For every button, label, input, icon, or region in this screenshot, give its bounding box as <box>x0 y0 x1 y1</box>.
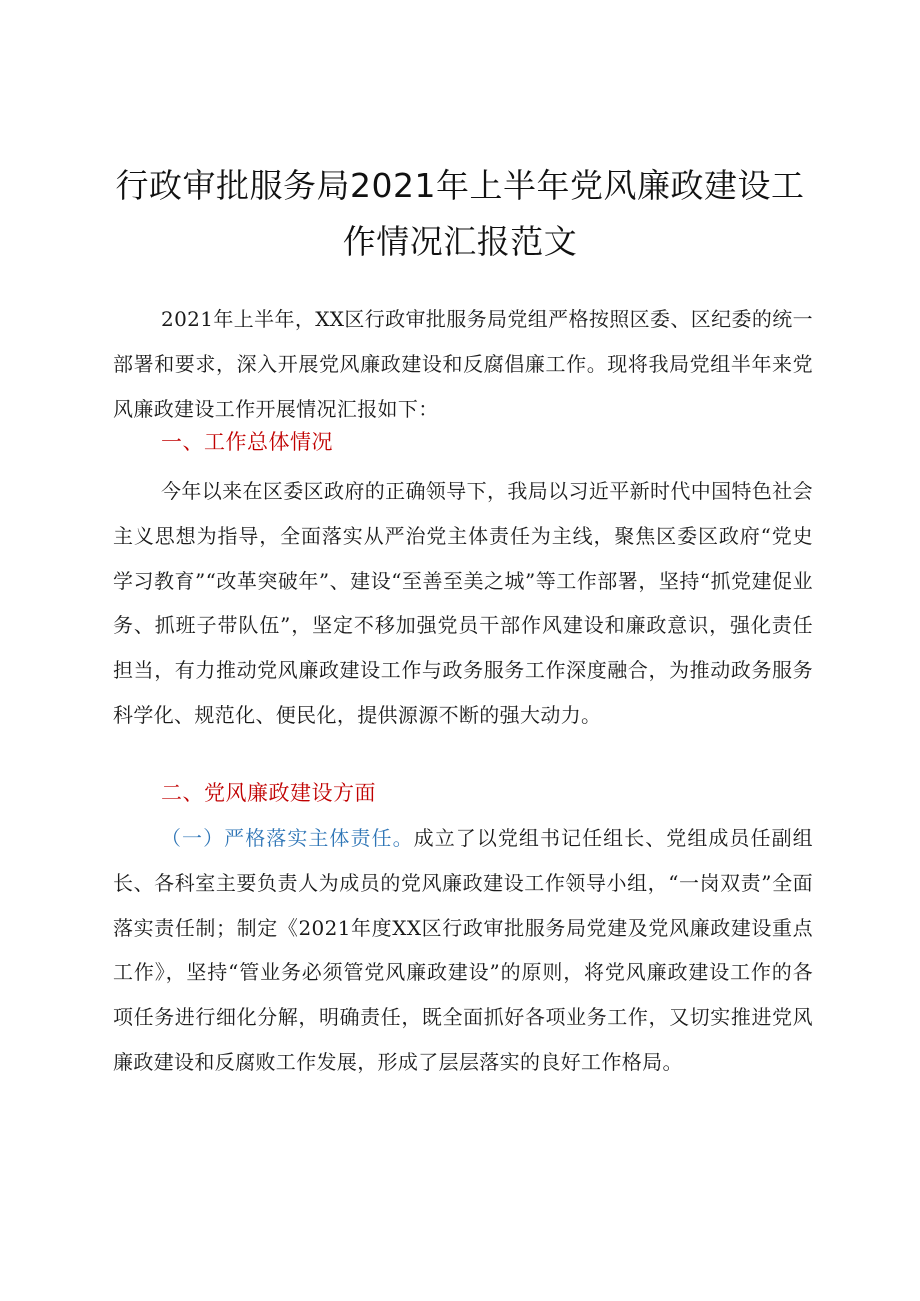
section-2-paragraph <box>113 816 813 1085</box>
section-1-heading: 一、工作总体情况 <box>161 430 333 454</box>
intro-paragraph: 2021年上半年，XX区行政审批服务局党组严格按照区委、区纪委的统一部署和要求，深入开展党风廉政建设和反腐倡廉工作。现将我局党组半年来党风廉政建设工作开展情况汇报如下： <box>113 307 813 421</box>
subsection-1-label: （一）严格落实主体责任。 <box>161 826 414 850</box>
subsection-1-text: 成立了以党组书记任组长、党组成员任副组长、各科室主要负责人为成员的党风廉政建设工作领导小组，“一岗双责”全面落实责任制；制定《2021年度XX区行政审批服务局党建及党风廉政建设重点工作》，坚持“管业务必须管党风廉政建设”的原则，将党风廉政建设工作的各项任务进行细化分解，明确责任，既全面抓好各项业务工作，又切实推进党风廉政建设和反腐败工作发展，形成了层层落实的良好工作格局。 <box>113 826 813 1074</box>
section-1-paragraph: 今年以来在区委区政府的正确领导下，我局以习近平新时代中国特色社会主义思想为指导，全面落实从严治党主体责任为主线，聚焦区委区政府“党史学习教育”“改革突破年”、建设“至善至美之城”等工作部署，坚持“抓党建促业务、抓班子带队伍”，坚定不移加强党员干部作风建设和廉政意识，强化责任担当，有力推动党风廉政建设工作与政务服务工作深度融合，为推动政务服务科学化、规范化、便民化，提供源源不断的强大动力。 <box>113 479 813 727</box>
section-2-heading: 二、党风廉政建设方面 <box>161 781 376 805</box>
document-title-line-2: 作情况汇报范文 <box>342 222 578 261</box>
document-title-line-1: 行政审批服务局2021年上半年党风廉政建设工 <box>115 166 805 205</box>
